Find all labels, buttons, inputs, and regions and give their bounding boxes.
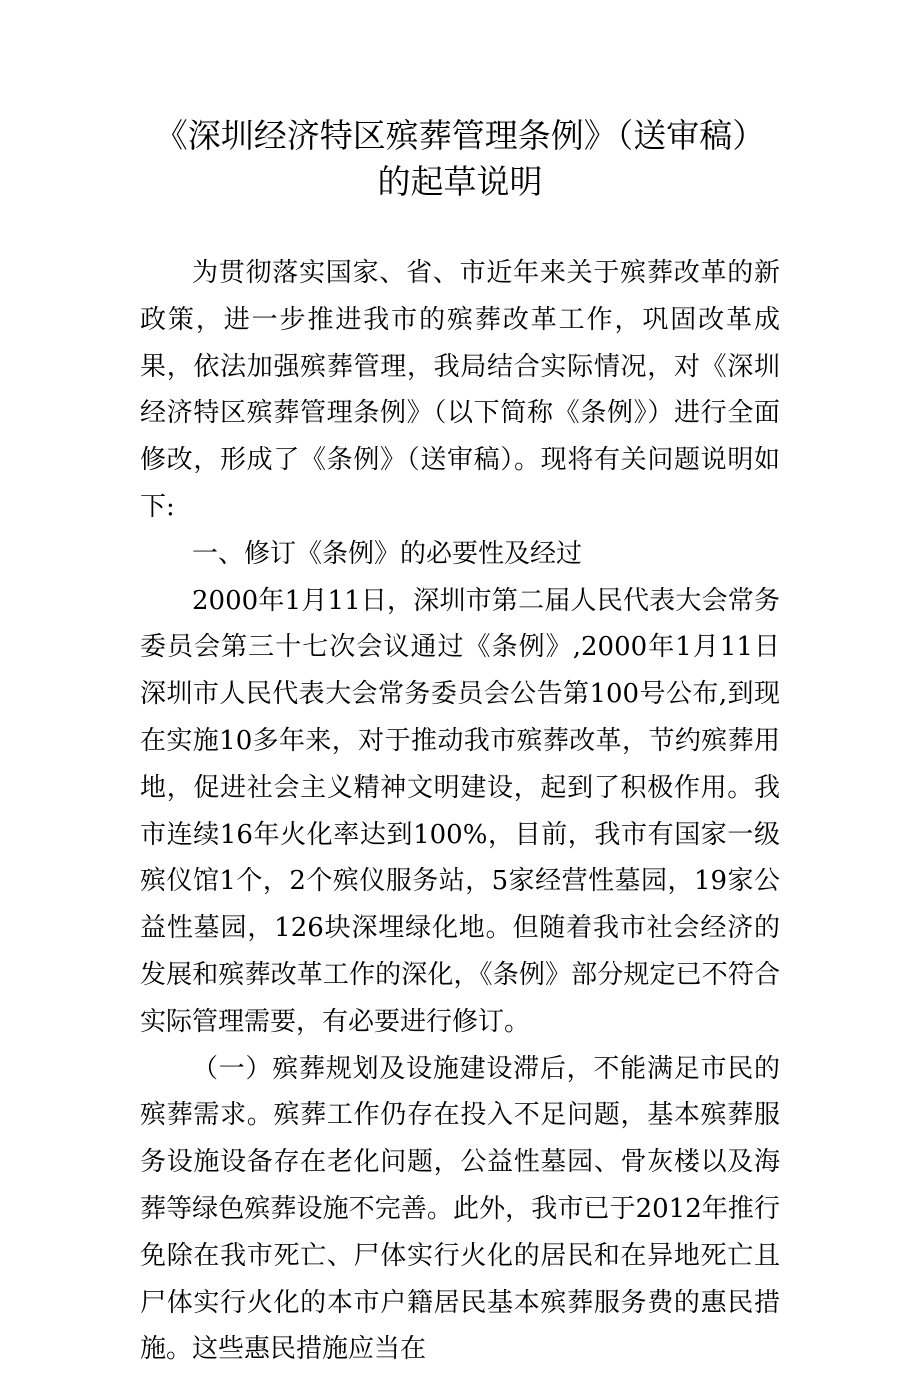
document-title-line-1: 《深圳经济特区殡葬管理条例》（送审稿） [154, 116, 766, 155]
paragraph-background: 2000年1月11日，深圳市第二届人民代表大会常务委员会第三十七次会议通过《条例》,2000年1月11日深圳市人民代表大会常务委员会公告第100号公布,到现在实施10多年来，对于推动我市殡葬改革，节约殡葬用地，促进社会主义精神文明建设，起到了积极作用。我市连续16年火化率达到100%，目前，我市有国家一级殡仪馆1个，2个殡仪服务站，5家经营性墓园，19家公益性墓园，126块深埋绿化地。但随着我市社会经济的发展和殡葬改革工作的深化，《条例》部分规定已不符合实际管理需要，有必要进行修订。 [140, 585, 780, 1037]
document-title-line-2: 的起草说明 [377, 162, 543, 201]
paragraph-subsection-1: （一）殡葬规划及设施建设滞后，不能满足市民的殡葬需求。殡葬工作仍存在投入不足问题，基本殡葬服务设施设备存在老化问题，公益性墓园、骨灰楼以及海葬等绿色殡葬设施不完善。此外，我市已于2012年推行免除在我市死亡、尸体实行火化的居民和在异地死亡且尸体实行火化的本市户籍居民基本殡葬服务费的惠民措施。这些惠民措施应当在 [140, 1053, 780, 1365]
paragraph-intro: 为贯彻落实国家、省、市近年来关于殡葬改革的新政策，进一步推进我市的殡葬改革工作，巩固改革成果，依法加强殡葬管理，我局结合实际情况，对《深圳经济特区殡葬管理条例》（以下简称《条例》）进行全面修改，形成了《条例》（送审稿）。现将有关问题说明如下: [140, 258, 780, 522]
section-heading-1: 一、修订《条例》的必要性及经过 [192, 538, 583, 569]
document-body [140, 250, 780, 1373]
